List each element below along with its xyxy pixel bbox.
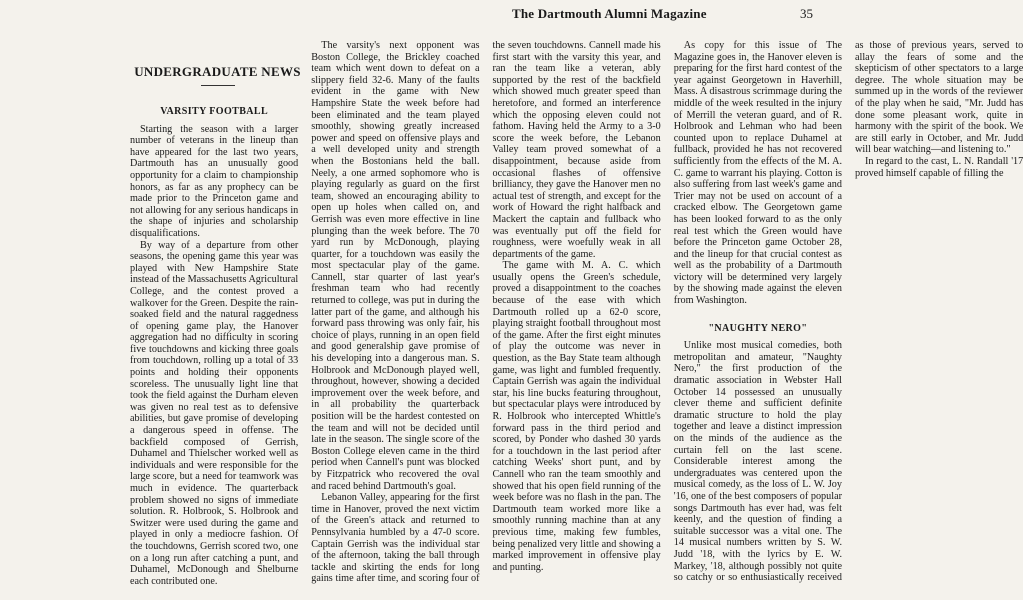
title-space [130,40,298,98]
football-paragraph-6-flow: As copy for this issue of The Magazine goes in, the Hanover eleven is preparing for the first hard contest of the year against Georgetown in Haverhill, Mass. A disastrous scrimmage during the middle of the week resulted in the injury of Merrill the veteran guard, and of R. Holbrook and Lehman who had been counted upon to replace Duhamel at fullback, provided he has not recovered sufficiently from the effects of the M. A. C. game to warrant his playing. Cotton is also suffering from last week's game and Trier may not be used on account of a cracked elbow. The Georgetown game has been looked forward to as the only real test which the Green would have before the Princeton game October 28, and the lineup for that crucial contest as well as the probability of a Dartmouth victory will be determined very largely by the showing made against the eleven from Washington. [673,40,842,307]
football-paragraph-3-flow: The varsity's next opponent was Boston College, the Brickley coached team which went down to defeat on a slippery field 32-6. Many of the faults evident in the game with New Hampshire State the week before had been eliminated and the team played smoothly, showing greatly increased power and speed on offensive plays and a well developed unity and strength when the Bostonians held the ball. Neely, a one armed sophomore who is playing regularly as guard on the first team, showed an encouraging ability to open up holes when called on, and Gerrish was even more effective in line plunging than the week before. The 70 yard run by McDonough, playing quarter, for a touchdown was easily the most spectacular play of the game. Cannell, star quarter of last year's freshman team who had recently returned to college, was put in during the latter part of the game, and although his forward pass throwing was only fair, his choice of plays, running in an open field and good generalship gave promise of his developing into a dangerous man. S. Holbrook and McDonough played well, throughout, however, showing a decided improvement over the week before, and in all probability the quarterback position will be the hardest contested on the team and will not be decided until late in the season. The single score of the Boston College eleven came in the third period when Cannell's punt was blocked by Fitzpatrick who recovered the oval and raced behind Dartmouth's goal. [311,40,480,492]
nero-heading: "NAUGHTY NERO" [708,322,808,334]
magazine-title: The Dartmouth Alumni Magazine [512,6,707,21]
football-paragraph-4-flow: Lebanon Valley, appearing for the first time in Hanover, proved the next victim of the Green's attack and returned to Pennsylvania humbled by a 47-0 score. Captain Gerrish was the individual star of the afternoon, taking the ball through tackle and skirting the ends for long gains time after time, and scoring four of the seven touchdowns. Cannell made his first start with the varsity this year, and ran the team like a veteran, ably supported by the rest of the backfield which showed much greater speed than heretofore, and formed an interference which the opposing eleven could not fathom. Having held the Army to a 3-0 score the week before, the Lebanon Valley team proved somewhat of a disappointment, because aside from occasional flashes of offensive brilliancy, they gave the Hanover men no actual test of strength, and except for the work of Howard the right halfback and Mackert the captain and fullback who was eventually put off the field for roughness, were woefully weak in all departments of the game. [311,40,661,585]
page-number: 35 [800,6,813,21]
football-paragraph-1-flow: Starting the season with a larger number of veterans in the lineup than have appeared for the last two years, Dartmouth has an unusually good opportunity for a claim to championship honors, as far as any prophecy can be made prior to the Princeton game and not allowing for any serious handicaps in the shape of injuries and scholarship disqualifications. [130,123,299,239]
football-paragraph-2-flow: By way of a departure from other seasons, the opening game this year was played with New Hampshire State instead of the Massachusetts Agricultural College, and the contest proved a walkover for the Green. Despite the rain-soaked field and the natural raggedness of opening game play, the Hanover aggregation had no difficulty in scoring five touchdowns and kicking three goals from touchdown, rolling up a total of 33 points and holding their opponents scoreless. The unusually light line that took the field against the Durham eleven was given no real test as to defensive abilities, but gave promise of developing a dangerous speed in offense. The backfield composed of Gerrish, Duhamel and Thielscher worked well as individuals and were responsible for the large score, but a need for teamwork was much in evidence. The quarterback problem showed no signs of immediate solution. R. Holbrook, S. Holbrook and Switzer were used during the game and played in only a mediocre fashion. Of the touchdowns, Gerrish scored two, one on a long run after catching a punt, and Duhamel, McDonough and Shelburne each contributed one. [130,239,299,587]
article-flow [130,40,1023,592]
nero-paragraph-2: In regard to the cast, L. N. Randall '17 proved himself capable of filling the [855,155,1023,179]
football-paragraph-5-flow: The game with M. A. C. which usually opens the Green's schedule, proved a disappointment to the coaches because of the ease with which Dartmouth rolled up a 62-0 score, playing straight football throughout most of the game. After the first eight minutes of play the outcome was never in question, as the Bay State team although game, was light and fumbled frequently. Captain Gerrish was again the individual star, his line bucks featuring throughout, but spectacular plays were introduced by R. Holbrook who intercepted Whittle's forward pass in the third period and scored, by Ponder who dashed 30 yards for a touchdown in the last period after catching Weeks' short punt, and by Cannell who ran the team smoothly and showed that his open field running of the week before was no flash in the pan. The Dartmouth team worked more like a smoothly running machine than at any previous time, making few fumbles, being penalized very little and showing a marked improvement in offensive play and punting. [492,260,661,573]
nero-paragraph-1: Unlike most musical comedies, both metropolitan and amateur, "Naughty Nero," the first production of the dramatic association in Webster Hall October 14 possessed an unusually clever theme and sufficient definite dramatic structure to hold the play together and leave a distinct impression on the minds of the audience as the curtain fell on the last scene. Considerable interest among the undergraduates was centered upon the musical comedy, as the loss of L. W. Joy '16, one of the best composers of popular songs Dartmouth has ever had, was felt keenly, and the question of finding a suitable successor was a vital one. The 14 musical numbers written by S. W. Judd '18, with the lyrics by E. W. Markey, '18, although possibly not quite so catchy or so enthusiastically received as those of previous years, served to allay the fears of some and the skepticism of other spectators to a large degree. The whole situation may be summed up in the words of the reviewer of the play when he said, "Mr. Judd has done some pleasant work, quite in harmony with the spirit of the book. We are still early in October, and Mr. Judd will bear watching—and listening to." [673,40,1023,584]
running-header [0,6,852,26]
section-title-text: UNDERGRADUATE NEWS [134,64,301,79]
football-heading-flow: VARSITY FOOTBALL [160,106,269,117]
